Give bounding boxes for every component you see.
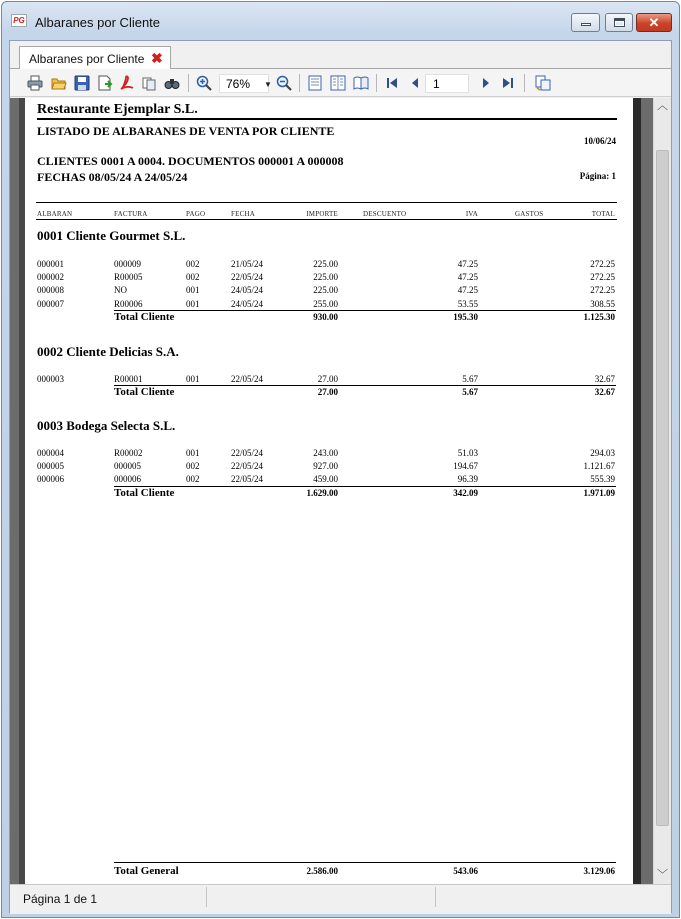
book-view-icon[interactable] — [353, 75, 369, 91]
zoom-in-icon[interactable] — [196, 75, 212, 91]
table-cell: 225.00 — [313, 272, 338, 283]
prev-page-icon[interactable] — [407, 75, 423, 91]
divider — [114, 385, 616, 386]
zoom-select[interactable] — [219, 74, 272, 93]
app-window — [1, 1, 680, 918]
print-icon[interactable] — [27, 75, 43, 91]
client-total-total: 32.67 — [594, 387, 615, 398]
table-cell: 27.00 — [317, 374, 338, 384]
divider — [114, 862, 616, 863]
table-cell: 96.39 — [457, 474, 478, 485]
close-window-button[interactable] — [636, 13, 672, 32]
next-page-icon[interactable] — [478, 75, 494, 91]
table-cell: 53.55 — [457, 298, 478, 309]
attach-icon[interactable] — [141, 75, 157, 91]
page-right-edge — [633, 98, 641, 884]
first-page-icon[interactable] — [384, 75, 400, 91]
zoom-out-icon[interactable] — [276, 75, 292, 91]
report-title: LISTADO DE ALBARANES DE VENTA POR CLIENTE — [37, 124, 335, 138]
vertical-scrollbar[interactable] — [653, 98, 671, 884]
table-cell: R00002 — [114, 448, 143, 458]
report-company: Restaurante Ejemplar S.L. — [37, 102, 198, 117]
table-cell: 24/05/24 — [231, 285, 264, 296]
client-heading: 0003 Bodega Selecta S.L. — [37, 418, 176, 433]
table-cell: 22/05/24 — [231, 461, 264, 472]
pdf-icon[interactable] — [119, 75, 135, 91]
table-cell: 47.25 — [457, 285, 478, 296]
column-header: PAGO — [186, 210, 206, 218]
table-cell: 24/05/24 — [231, 298, 264, 309]
client-total-label: Total Cliente — [114, 310, 175, 323]
table-cell: 47.25 — [457, 259, 478, 269]
window-title: Albaranes por Cliente — [35, 15, 161, 30]
maximize-button[interactable] — [605, 13, 633, 32]
minimize-button[interactable] — [571, 13, 600, 32]
table-cell: 000004 — [37, 448, 64, 458]
divider — [36, 219, 617, 220]
table-cell: 294.03 — [590, 448, 615, 458]
table-cell: 000001 — [37, 259, 64, 269]
table-cell: 272.25 — [590, 272, 615, 283]
report-page-number: Página: 1 — [579, 171, 616, 181]
table-cell: NO — [114, 285, 127, 296]
column-header: FECHA — [231, 210, 255, 218]
table-cell: 1.121.67 — [583, 461, 615, 472]
tab-label: Albaranes por Cliente — [29, 52, 145, 66]
client-total-label: Total Cliente — [114, 386, 175, 399]
table-cell: 001 — [186, 374, 200, 384]
column-header: DESCUENTO — [363, 210, 407, 218]
table-cell: 555.39 — [590, 474, 615, 485]
table-cell: 272.25 — [590, 285, 615, 296]
table-cell: 22/05/24 — [231, 272, 264, 283]
table-cell: 002 — [186, 259, 200, 269]
table-cell: 001 — [186, 285, 200, 296]
single-page-icon[interactable] — [307, 75, 323, 91]
client-total-label: Total Cliente — [114, 486, 175, 499]
report-date: 10/06/24 — [583, 136, 616, 146]
grand-total-iva: 543.06 — [453, 866, 478, 876]
last-page-icon[interactable] — [500, 75, 516, 91]
table-cell: 51.03 — [457, 448, 478, 458]
chevron-down-icon[interactable]: ▼ — [264, 80, 272, 89]
table-cell: 5.67 — [462, 374, 478, 384]
find-icon[interactable] — [164, 75, 180, 91]
client-heading: 0002 Cliente Delicias S.A. — [37, 344, 179, 359]
scroll-up-icon[interactable]: ︿ — [657, 100, 668, 112]
table-cell: 225.00 — [313, 285, 338, 296]
client-total-importe: 930.00 — [313, 311, 338, 322]
table-cell: 000005 — [114, 461, 141, 472]
maximize-icon — [614, 18, 625, 27]
table-cell: 22/05/24 — [231, 374, 264, 384]
page-number-input[interactable] — [425, 74, 469, 93]
report-page — [25, 98, 633, 884]
table-cell: 308.55 — [590, 298, 615, 309]
status-page-text: Página 1 de 1 — [23, 892, 98, 906]
table-cell: 002 — [186, 474, 200, 485]
table-cell: 000008 — [37, 285, 64, 296]
save-icon[interactable] — [74, 75, 90, 91]
status-separator — [206, 887, 207, 907]
column-header: IVA — [465, 210, 478, 218]
close-icon: ✕ — [648, 15, 660, 30]
client-total-iva: 195.30 — [453, 311, 478, 322]
table-cell: 000006 — [114, 474, 141, 485]
table-cell: 000003 — [37, 374, 64, 384]
divider — [114, 310, 616, 311]
table-cell: 000002 — [37, 272, 64, 283]
tab-albaranes-por-cliente[interactable] — [19, 46, 171, 70]
table-cell: 459.00 — [313, 474, 338, 485]
toolbar-separator — [188, 74, 189, 92]
tab-close-icon[interactable]: ✖ — [151, 50, 163, 66]
copy-icon[interactable] — [535, 75, 551, 91]
status-separator — [435, 887, 436, 907]
grand-total-label: Total General — [114, 865, 179, 877]
table-cell: 000005 — [37, 461, 64, 472]
page-number-value: 1 — [433, 77, 440, 91]
column-header: ALBARAN — [37, 210, 73, 218]
table-cell: 001 — [186, 298, 200, 309]
grand-total-importe: 2.586.00 — [306, 866, 338, 876]
column-header: IMPORTE — [306, 210, 338, 218]
table-cell: 47.25 — [457, 272, 478, 283]
toolbar-separator — [524, 74, 525, 92]
open-icon[interactable] — [51, 75, 67, 91]
table-cell: R00001 — [114, 374, 143, 384]
multi-page-icon[interactable] — [330, 75, 346, 91]
tab-strip — [10, 41, 671, 69]
client-total-importe: 27.00 — [317, 387, 338, 398]
report-criteria-clients: CLIENTES 0001 A 0004. DOCUMENTOS 000001 A 000008 — [37, 154, 344, 168]
column-header: GASTOS — [515, 210, 544, 218]
table-cell: R00006 — [114, 298, 143, 309]
report-criteria-dates: FECHAS 08/05/24 A 24/05/24 — [37, 170, 188, 184]
app-logo-icon: PG — [11, 14, 27, 27]
client-heading: 0001 Cliente Gourmet S.L. — [37, 228, 186, 243]
client-total-total: 1.971.09 — [583, 487, 615, 498]
table-cell: 32.67 — [594, 374, 615, 384]
table-cell: 225.00 — [313, 259, 338, 269]
divider — [114, 486, 616, 487]
table-cell: 194.67 — [453, 461, 478, 472]
table-cell: R00005 — [114, 272, 143, 283]
scrollbar-thumb[interactable] — [656, 150, 669, 826]
table-cell: 001 — [186, 448, 200, 458]
toolbar-separator — [299, 74, 300, 92]
scroll-down-icon[interactable]: ﹀ — [657, 869, 668, 881]
title-bar[interactable] — [2, 2, 679, 34]
table-cell: 000009 — [114, 259, 141, 269]
divider — [37, 118, 617, 120]
grand-total-total: 3.129.06 — [583, 866, 615, 876]
table-cell: 002 — [186, 461, 200, 472]
table-cell: 22/05/24 — [231, 448, 264, 458]
table-cell: 243.00 — [313, 448, 338, 458]
client-area — [9, 40, 672, 913]
column-header: TOTAL — [591, 210, 615, 218]
table-cell: 927.00 — [313, 461, 338, 472]
table-cell: 22/05/24 — [231, 474, 264, 485]
status-bar — [10, 884, 671, 914]
table-cell: 000007 — [37, 298, 64, 309]
client-total-iva: 342.09 — [453, 487, 478, 498]
toolbar — [10, 69, 671, 97]
minimize-icon — [581, 23, 591, 26]
report-viewer[interactable] — [10, 98, 653, 884]
toolbar-separator — [376, 74, 377, 92]
client-total-iva: 5.67 — [462, 387, 478, 398]
client-total-total: 1.125.30 — [583, 311, 615, 322]
client-total-importe: 1.629.00 — [306, 487, 338, 498]
table-cell: 21/05/24 — [231, 259, 264, 269]
divider — [36, 202, 617, 203]
export-icon[interactable] — [97, 75, 113, 91]
table-cell: 002 — [186, 272, 200, 283]
zoom-value: 76% — [226, 77, 251, 91]
table-cell: 272.25 — [590, 259, 615, 269]
table-cell: 000006 — [37, 474, 64, 485]
table-cell: 255.00 — [313, 298, 338, 309]
column-header: FACTURA — [114, 210, 148, 218]
